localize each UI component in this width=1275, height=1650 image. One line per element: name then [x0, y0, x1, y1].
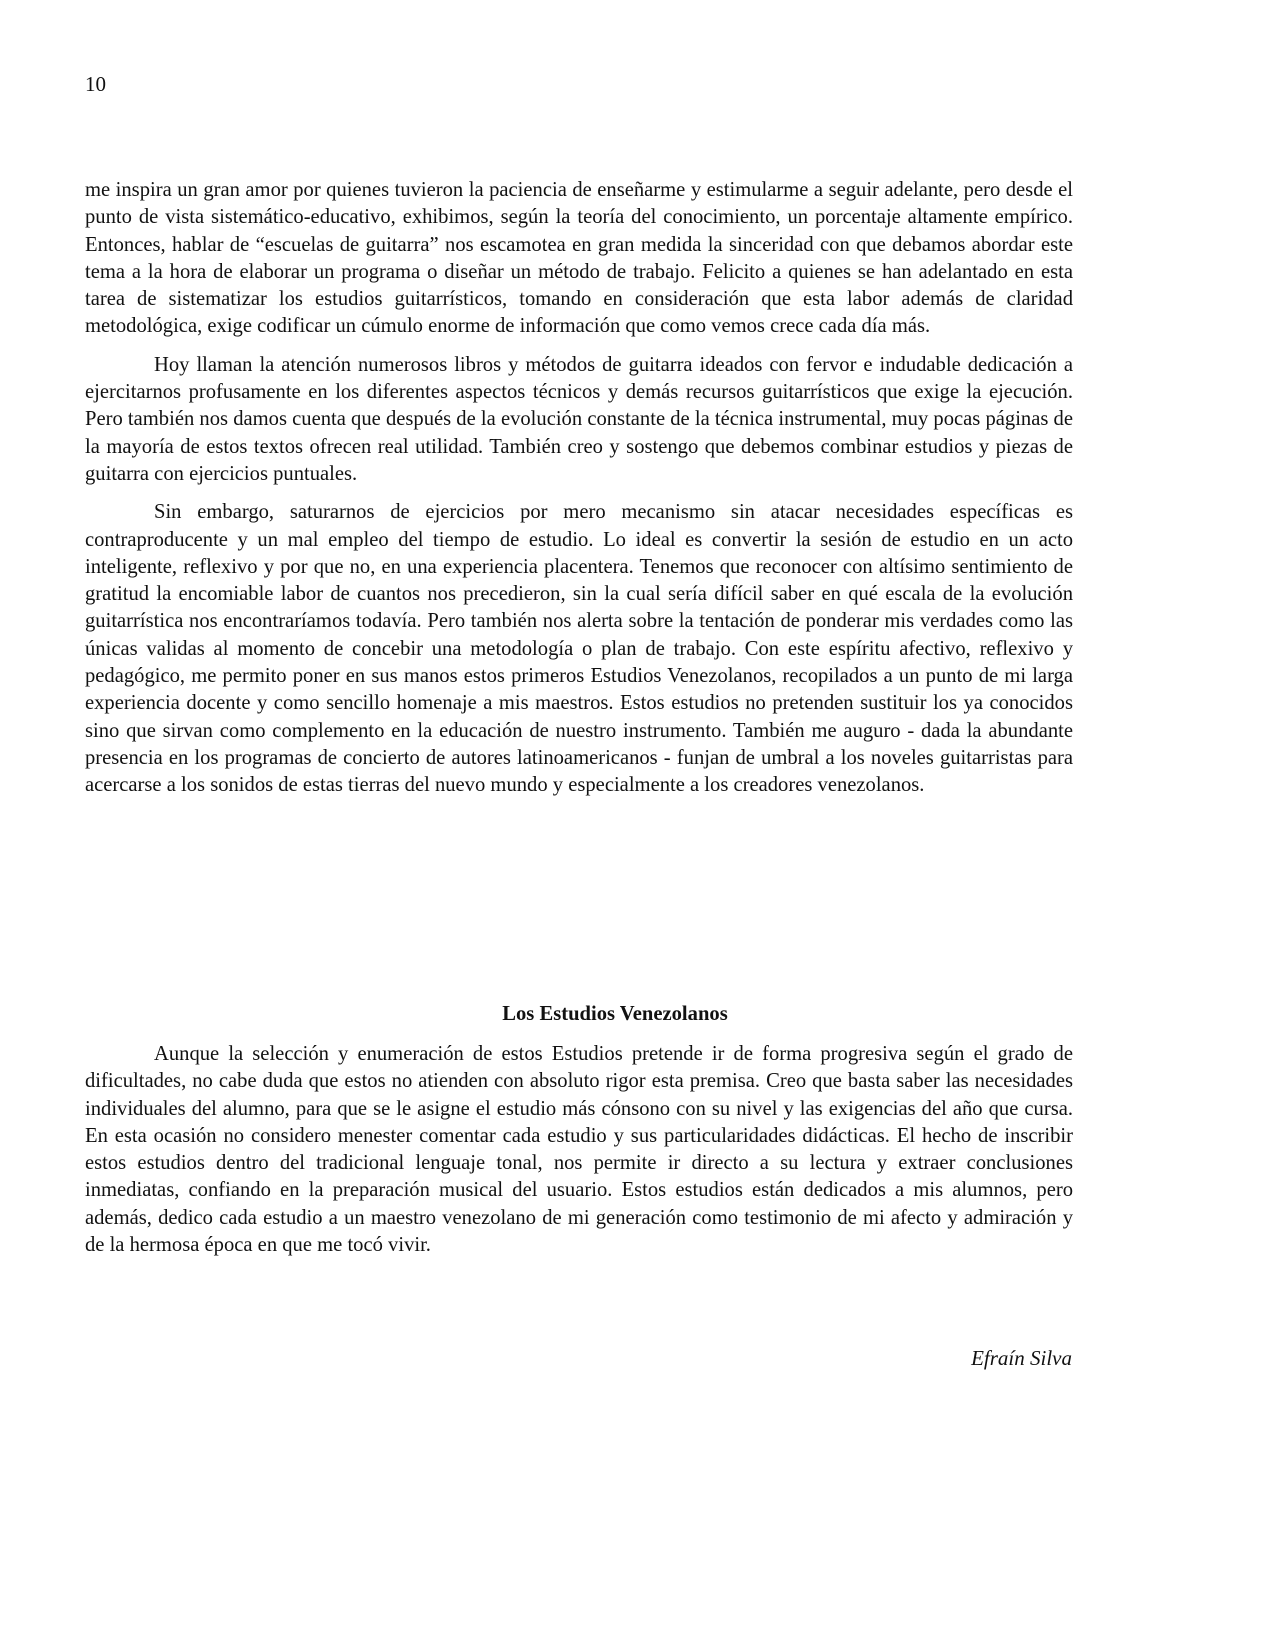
- author-signature: Efraín Silva: [971, 1346, 1072, 1370]
- paragraph-exercises: Sin embargo, saturarnos de ejercicios por mero mecanismo sin atacar necesidades específicas es contraproducente y un mal empleo del tiempo de estudio. Lo ideal es convertir la sesión de estudio en un acto inteligente, reflexivo y por que no, en una experiencia placentera. Tenemos que reconocer con altísimo sentimiento de gratitud la encomiable labor de cuantos nos precedieron, sin la cual sería difícil saber en qué escala de la evolución guitarrística nos encontraríamos todavía. Pero también nos alerta sobre la tentación de ponderar mis verdades como las únicas validas al momento de concebir una metodología o plan de trabajo. Con este espíritu afectivo, reflexivo y pedagógico, me permito poner en sus manos estos primeros Estudios Venezolanos, recopilados a un punto de mi larga experiencia docente y como sencillo homenaje a mis maestros. Estos estudios no pretenden sustituir los ya conocidos sino que sirvan como complemento en la educación de nuestro instrumento. También me auguro - dada la abundante presencia en los programas de concierto de autores latinoamericanos - funjan de umbral a los noveles guitarristas para acercarse a los sonidos de estas tierras del nuevo mundo y especialmente a los creadores venezolanos.: [85, 501, 1073, 797]
- section-heading: Los Estudios Venezolanos: [502, 1003, 728, 1025]
- paragraph-estudios: Aunque la selección y enumeración de estos Estudios pretende ir de forma progresiva según el grado de dificultades, no cabe duda que estos no atienden con absoluto rigor esta premisa. Creo que basta saber las necesidades individuales del alumno, para que se le asigne el estudio más cónsono con su nivel y las exigencias del año que cursa. En esta ocasión no considero menester comentar cada estudio y sus particularidades didácticas. El hecho de inscribir estos estudios dentro del tradicional lenguaje tonal, nos permite ir directo a su lectura y extraer conclusiones inmediatas, confiando en la preparación musical del usuario. Estos estudios están dedicados a mis alumnos, pero además, dedico cada estudio a un maestro venezolano de mi generación como testimonio de mi afecto y admiración y de la hermosa época en que me tocó vivir.: [85, 1043, 1073, 1257]
- intro-text-block: [85, 177, 1073, 811]
- section-text-block: [85, 1041, 1073, 1270]
- paragraph-continuation: me inspira un gran amor por quienes tuvieron la paciencia de enseñarme y estimularme a seguir adelante, pero desde el punto de vista sistemático-educativo, exhibimos, según la teoría del conocimiento, un porcentaje altamente empírico. Entonces, hablar de “escuelas de guitarra” nos escamotea en gran medida la sinceridad con que debamos abordar este tema a la hora de elaborar un programa o diseñar un método de trabajo. Felicito a quienes se han adelantado en esta tarea de sistematizar los estudios guitarrísticos, tomando en consideración que esta labor además de claridad metodológica, exige codificar un cúmulo enorme de información que como vemos crece cada día más.: [85, 179, 1073, 338]
- paragraph-methods: Hoy llaman la atención numerosos libros y métodos de guitarra ideados con fervor e indudable dedicación a ejercitarnos profusamente en los diferentes aspectos técnicos y demás recursos guitarrísticos que exige la ejecución. Pero también nos damos cuenta que después de la evolución constante de la técnica instrumental, muy pocas páginas de la mayoría de estos textos ofrecen real utilidad. También creo y sostengo que debemos combinar estudios y piezas de guitarra con ejercicios puntuales.: [85, 353, 1073, 485]
- page-number: 10: [85, 72, 106, 96]
